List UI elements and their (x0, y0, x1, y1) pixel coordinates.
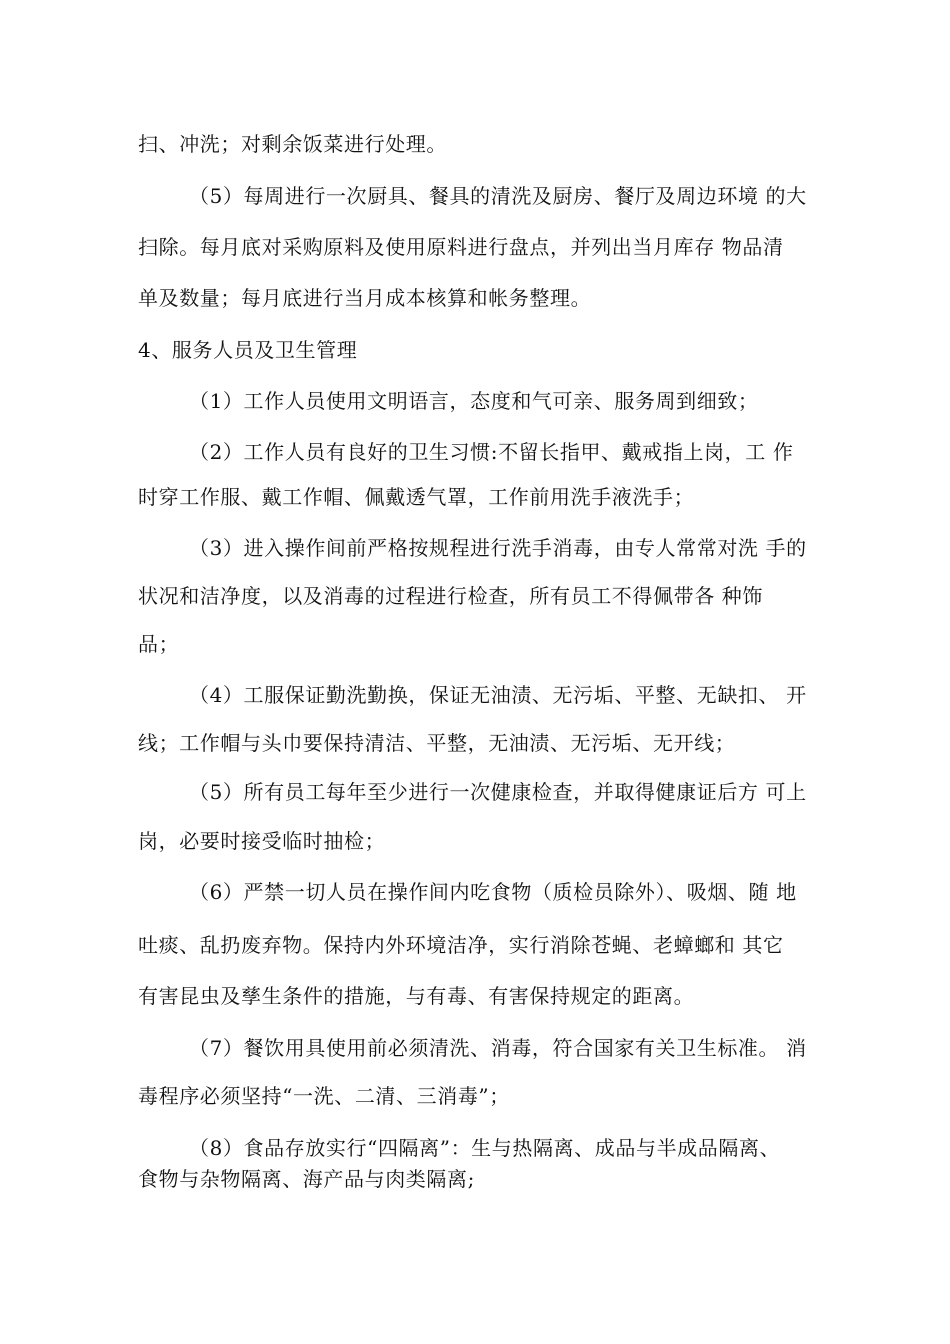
text-line-1: 扫、冲洗；对剩余饭菜进行处理。 (138, 132, 447, 156)
text-line-3: 扫除。每月底对采购原料及使用原料进行盘点，并列出当月库存 物品清 (138, 235, 784, 259)
text-line-18: 有害昆虫及孳生条件的措施，与有毒、有害保持规定的距离。 (138, 984, 695, 1008)
text-line-8: 时穿工作服、戴工作帽、佩戴透气罩，工作前用洗手液洗手； (138, 485, 695, 509)
text-line-14: （5）所有员工每年至少进行一次健康检查，并取得健康证后方 可上 (189, 780, 807, 804)
text-line-7: （2）工作人员有良好的卫生习惯:不留长指甲、戴戒指上岗，工 作 (189, 440, 794, 464)
text-line-16: （6）严禁一切人员在操作间内吃食物（质检员除外）、吸烟、随 地 (189, 880, 797, 904)
text-line-11: 品； (138, 632, 180, 656)
text-line-4: 单及数量；每月底进行当月成本核算和帐务整理。 (138, 286, 592, 310)
text-line-12: （4）工服保证勤洗勤换，保证无油渍、无污垢、平整、无缺扣、 开 (189, 683, 807, 707)
text-line-20: 毒程序必须坚持“一洗、二清、三消毒”； (138, 1084, 510, 1108)
text-line-17: 吐痰、乱扔废弃物。保持内外环境洁净，实行消除苍蝇、老蟑螂和 其它 (138, 933, 784, 957)
text-line-19: （7）餐饮用具使用前必须清洗、消毒，符合国家有关卫生标准。 消 (189, 1036, 807, 1060)
text-line-13: 线；工作帽与头巾要保持清洁、平整，无油渍、无污垢、无开线； (138, 731, 736, 755)
section-heading: 4、服务人员及卫生管理 (138, 338, 358, 362)
text-line-9: （3）进入操作间前严格按规程进行洗手消毒，由专人常常对洗 手的 (189, 536, 807, 560)
text-line-15: 岗，必要时接受临时抽检； (138, 829, 386, 853)
text-line-22: 食物与杂物隔离、海产品与肉类隔离; (138, 1167, 475, 1191)
text-line-6: （1）工作人员使用文明语言，态度和气可亲、服务周到细致； (189, 389, 759, 413)
text-line-2: （5）每周进行一次厨具、餐具的清洗及厨房、餐厅及周边环境 的大 (189, 184, 807, 208)
text-line-21: （8）食品存放实行“四隔离”：生与热隔离、成品与半成品隔离、 (189, 1136, 781, 1160)
text-line-10: 状况和洁净度，以及消毒的过程进行检查，所有员工不得佩带各 种饰 (138, 584, 763, 608)
